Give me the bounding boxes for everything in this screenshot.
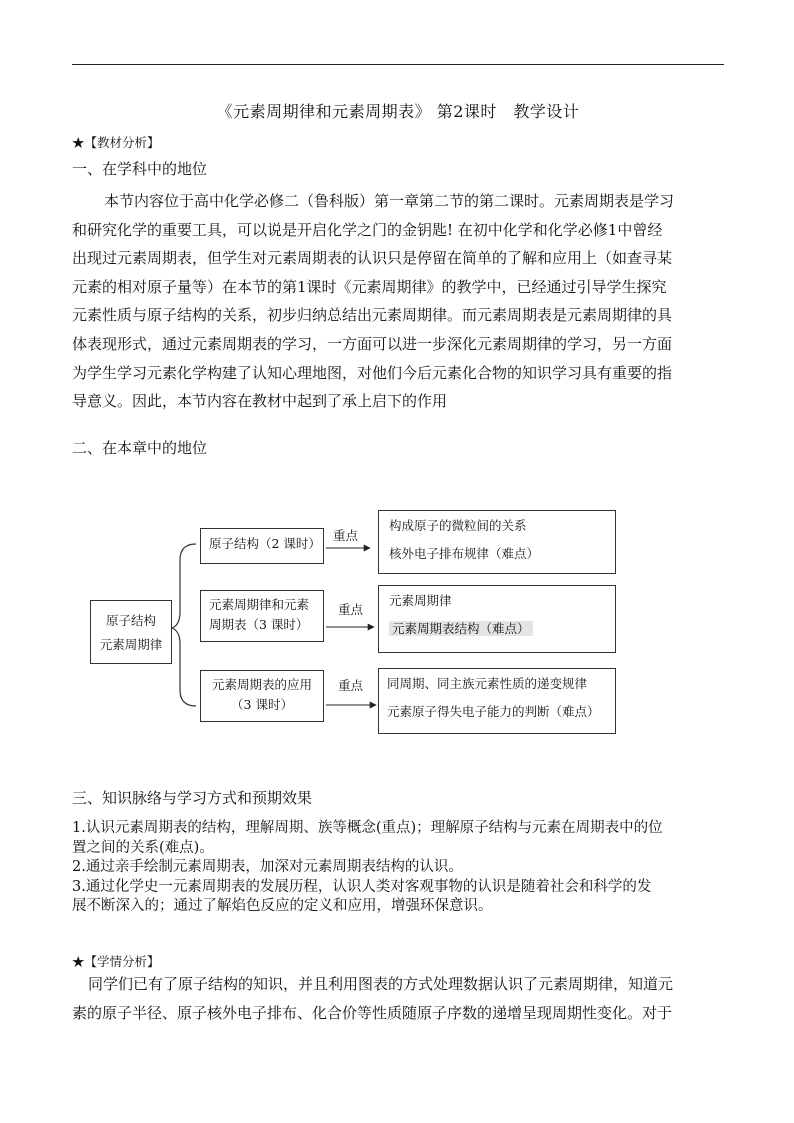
target-box-2	[378, 585, 616, 653]
heading-subject-position: 一、在学科中的地位	[72, 160, 208, 178]
target-line: 元素原子得失电子能力的判断（难点）	[387, 704, 600, 719]
node-box-atomic-structure	[200, 528, 324, 564]
node-label: 元素周期律和元素	[209, 597, 310, 612]
paragraph-line: 出现过元素周期表，但学生对元素周期表的认识只是停留在简单的了解和应用上（如查寻某	[72, 249, 673, 268]
target-line: 元素周期律	[389, 593, 452, 608]
node-box-periodic-law	[200, 590, 324, 642]
root-line: 元素周期律	[99, 637, 163, 652]
heading-chapter-position: 二、在本章中的地位	[72, 439, 208, 457]
list-line: 2.通过亲手绘制元素周期表，加深对元素周期表结构的认识。	[72, 859, 463, 876]
paragraph-line: 本节内容位于高中化学必修二（鲁科版）第一章第二节的第二课时。元素周期表是学习	[104, 192, 675, 210]
paragraph-line: 为学生学习元素化学构建了认知心理地图，对他们今后元素化合物的知识学习具有重要的指	[72, 363, 673, 382]
section-student-analysis: ★【学情分析】	[72, 954, 160, 969]
target-line: 同周期、同主族元素性质的递变规律	[387, 676, 588, 691]
node-label: 原子结构（2 课时）	[209, 536, 321, 551]
node-box-application	[200, 670, 324, 722]
list-line: 3.通过化学史一元素周期表的发展历程，认识人类对客观事物的认识是随着社会和科学的发	[72, 878, 652, 895]
paragraph-student-analysis	[72, 970, 722, 1027]
target-line: 构成原子的微粒间的关系	[389, 518, 527, 533]
page-title: 《元素周期律和元素周期表》 第2课时 教学设计	[216, 102, 580, 121]
target-box-3	[378, 668, 616, 734]
node-label: 周期表（3 课时）	[209, 617, 309, 632]
root-line: 原子结构	[105, 613, 156, 628]
paragraph-line: 元素性质与原子结构的关系，初步归纳总结出元素周期律。而元素周期表是元素周期律的具	[72, 306, 673, 325]
paragraph-line: 元素的相对原子量等）在本节的第1课时《元素周期律》的教学中，已经通过引导学生探究	[72, 277, 667, 296]
node-label: 元素周期表的应用	[211, 677, 312, 692]
target-line-wrap	[389, 618, 605, 640]
arrow-label: 重点	[333, 528, 359, 543]
target-line: 核外电子排布规律（难点）	[389, 546, 540, 561]
paragraph-line: 体表现形式，通过元素周期表的学习，一方面可以进一步深化元素周期律的学习，另一方面	[72, 334, 673, 353]
brace-connector	[172, 544, 196, 706]
list-line: 展不断深入的；通过了解焰色反应的定义和应用，增强环保意识。	[72, 898, 493, 915]
paragraph-line: 导意义。因此，本节内容在教材中起到了承上启下的作用	[72, 392, 448, 411]
list-line: 置之间的关系(难点)。	[72, 839, 214, 856]
paragraph-line: 素的原子半径、原子核外电子排布、化合价等性质随原子序数的递增呈现周期性变化。对于	[72, 1003, 673, 1022]
paragraph-line: 同学们已有了原子结构的知识，并且利用图表的方式处理数据认识了元素周期律，知道元	[88, 975, 674, 993]
target-box-1	[378, 510, 616, 574]
arrow-label: 重点	[338, 678, 364, 693]
list-line: 1.认识元素周期表的结构，理解周期、族等概念(重点)；理解原子结构与元素在周期表中的位	[72, 820, 663, 836]
heading-knowledge-context: 三、知识脉络与学习方式和预期效果	[72, 789, 313, 807]
node-label: （3 课时）	[231, 697, 293, 712]
arrow-label: 重点	[338, 602, 364, 617]
root-box	[90, 600, 172, 664]
target-line-highlighted: 元素周期表结构（难点）	[389, 621, 533, 636]
paragraph-line: 和研究化学的重要工具，可以说是开启化学之门的金钥匙! 在初中化学和化学必修1中曾经	[72, 220, 663, 239]
section-textbook-analysis: ★【教材分析】	[72, 135, 160, 150]
objectives-list	[72, 819, 724, 917]
